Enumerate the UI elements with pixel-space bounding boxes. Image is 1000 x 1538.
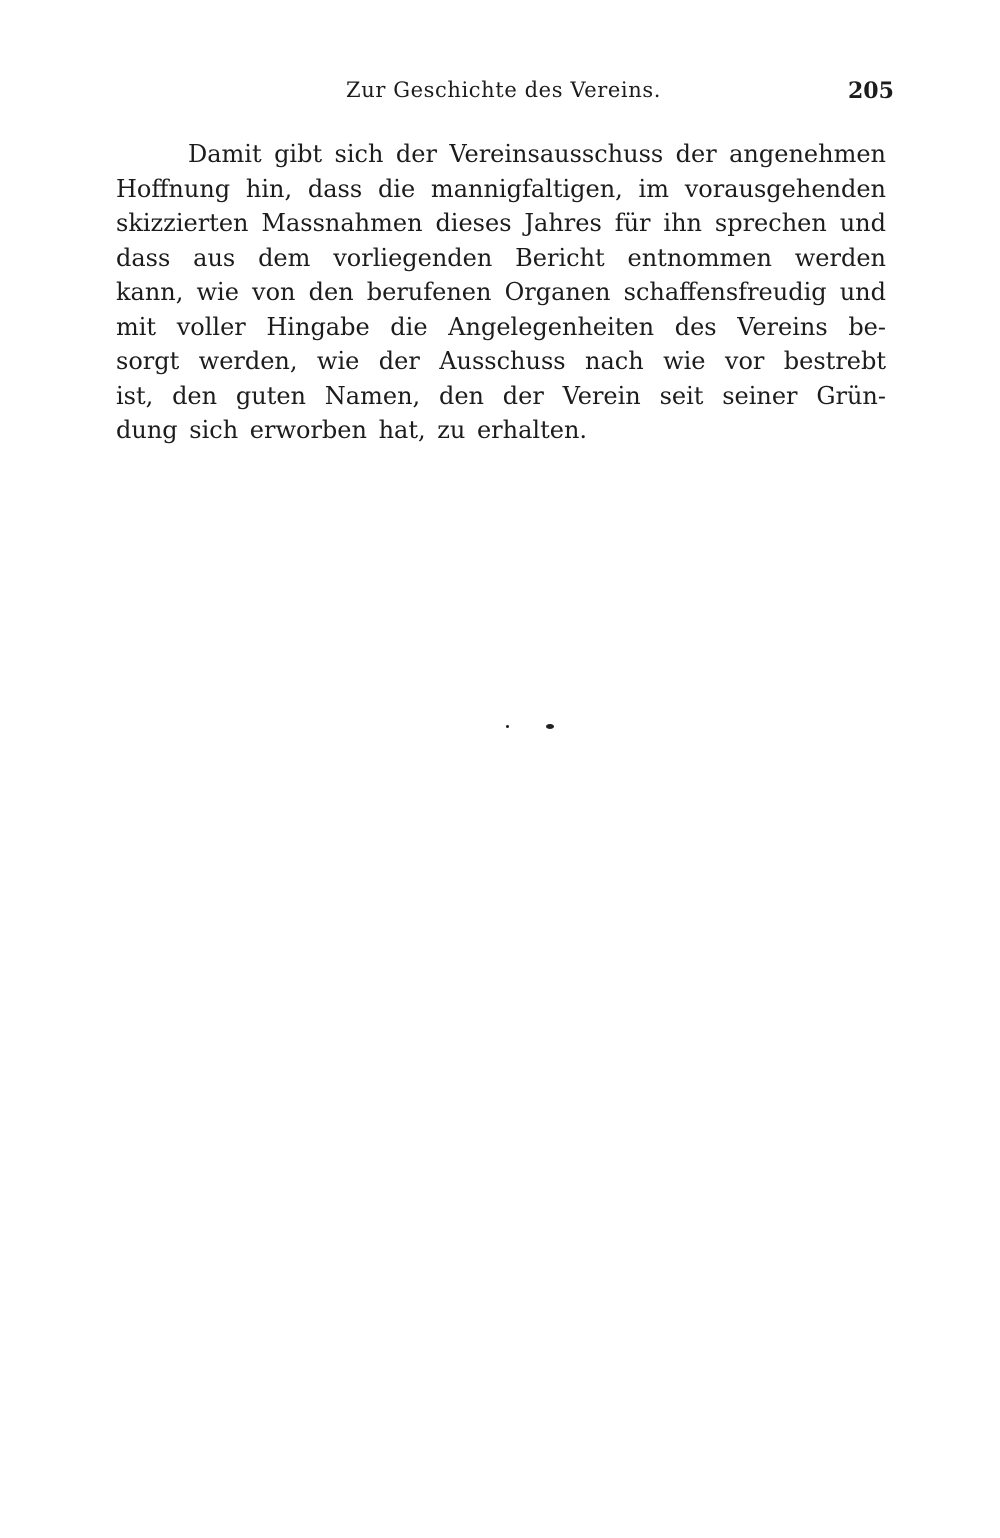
- paragraph-line: kann, wie von den berufenen Organen schaffensfreudig und: [116, 278, 886, 306]
- paragraph: [116, 137, 886, 448]
- ornament-dot: [546, 724, 554, 729]
- paragraph-line: sorgt werden, wie der Ausschuss nach wie vor bestrebt: [116, 347, 886, 375]
- paragraph-line: dass aus dem vorliegenden Bericht entnommen werden: [116, 243, 886, 272]
- paragraph-line: ist, den guten Namen, den der Verein seit seiner Grün-: [116, 381, 886, 410]
- paragraph-line: Damit gibt sich der Vereinsausschuss der angenehmen: [188, 140, 886, 168]
- page-number: 205: [848, 78, 894, 104]
- section-end-ornament: [506, 722, 558, 732]
- ornament-dot: [506, 725, 509, 728]
- paragraph-line: dung sich erworben hat, zu erhalten.: [116, 416, 588, 444]
- paragraph-line: Hoffnung hin, dass die mannigfaltigen, im vorausgehenden: [116, 174, 886, 203]
- paragraph-line: mit voller Hingabe die Angelegenheiten des Vereins be-: [116, 312, 886, 341]
- running-head: Zur Geschichte des Vereins.: [346, 78, 661, 102]
- paragraph-line: skizzierten Massnahmen dieses Jahres für ihn sprechen und: [116, 209, 886, 237]
